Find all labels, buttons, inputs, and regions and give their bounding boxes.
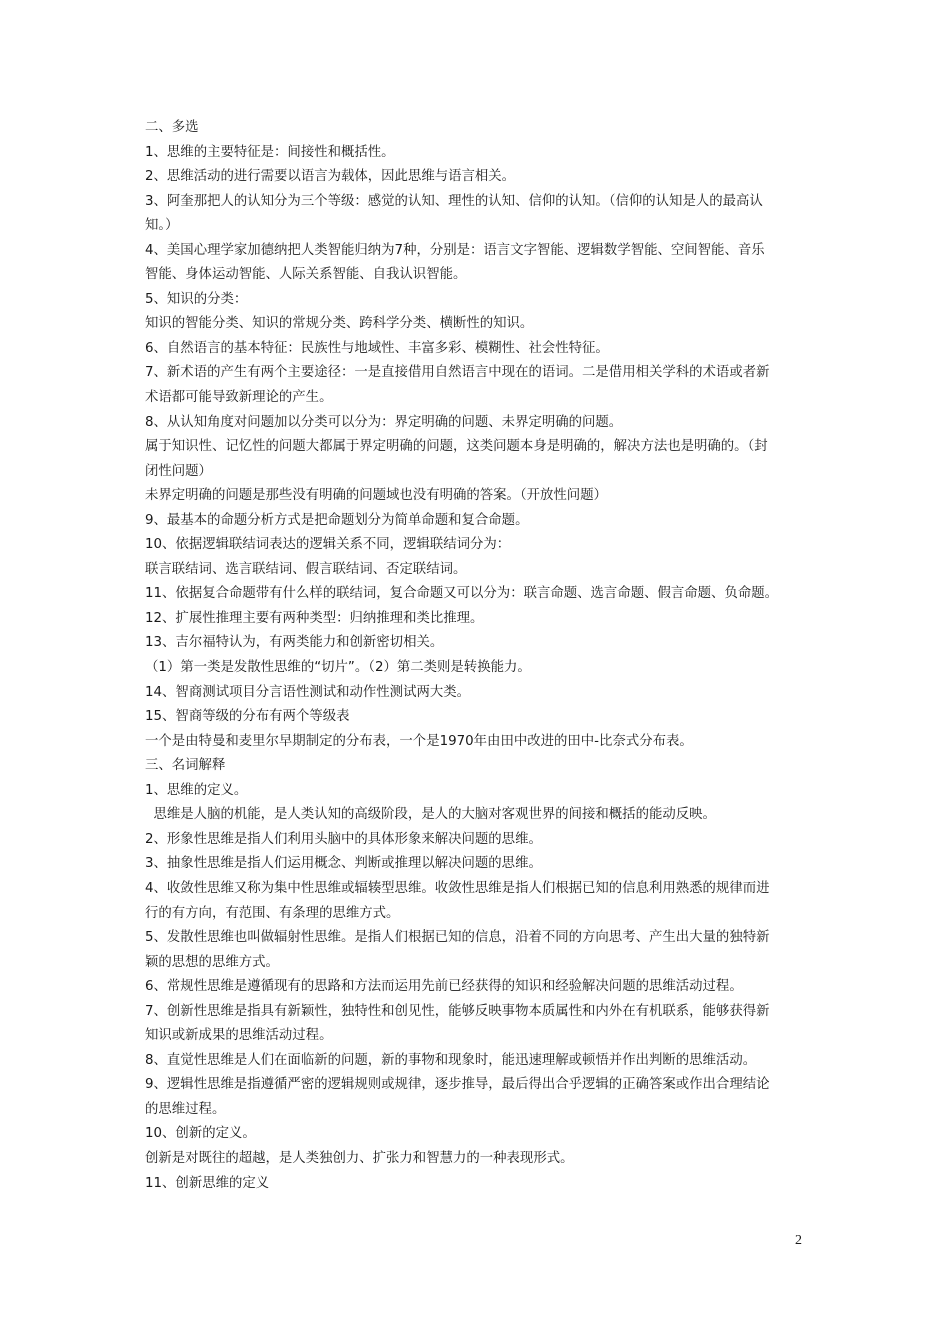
text-line: 3、阿奎那把人的认知分为三个等级：感觉的认知、理性的认知、信仰的认知。（信仰的认知是人的最高认	[145, 193, 763, 209]
text-line: 思维是人脑的机能，是人类认知的高级阶段，是人的大脑对客观世界的间接和概括的能动反映。	[145, 807, 716, 823]
text-line: 5、知识的分类：	[145, 291, 248, 307]
text-line: 联言联结词、选言联结词、假言联结词、否定联结词。	[145, 561, 467, 577]
text-line: 7、新术语的产生有两个主要途径：一是直接借用自然语言中现在的语词。二是借用相关学科的术语或者新	[145, 365, 770, 381]
text-line: 二、多选	[145, 120, 199, 135]
page-number: 2	[795, 1233, 802, 1248]
text-line: 一个是由特曼和麦里尔早期制定的分布表，一个是1970年由田中改进的田中-比奈式分布表。	[145, 733, 693, 749]
text-line: 11、依据复合命题带有什么样的联结词，复合命题又可以分为：联言命题、选言命题、假言命题、负命题。	[145, 586, 779, 602]
text-line: 13、吉尔福特认为，有两类能力和创新密切相关。	[145, 635, 444, 651]
text-line: 颖的思想的思维方式。	[145, 954, 279, 970]
text-line: 三、名词解释	[145, 758, 226, 774]
text-line: 4、美国心理学家加德纳把人类智能归纳为7种，分别是：语言文字智能、逻辑数学智能、空间智能、音乐	[145, 242, 765, 258]
text-line: 5、发散性思维也叫做辐射性思维。是指人们根据已知的信息，沿着不同的方向思考、产生出大量的独特新	[145, 930, 770, 946]
text-line: 的思维过程。	[145, 1101, 226, 1117]
text-line: 14、智商测试项目分言语性测试和动作性测试两大类。	[145, 684, 471, 700]
text-line: 术语都可能导致新理论的产生。	[145, 390, 333, 406]
text-line: 4、收敛性思维又称为集中性思维或辐辏型思维。收敛性思维是指人们根据已知的信息利用熟悉的规律而进	[145, 880, 770, 896]
text-line: 2、思维活动的进行需要以语言为载体，因此思维与语言相关。	[145, 169, 516, 185]
text-line: 未界定明确的问题是那些没有明确的问题域也没有明确的答案。（开放性问题）	[145, 488, 607, 504]
text-line: 8、从认知角度对问题加以分类可以分为：界定明确的问题、未界定明确的问题。	[145, 414, 623, 430]
text-line: 12、扩展性推理主要有两种类型：归纳推理和类比推理。	[145, 610, 484, 626]
text-line: 知识的智能分类、知识的常规分类、跨科学分类、横断性的知识。	[145, 316, 534, 332]
text-line: 9、逻辑性思维是指遵循严密的逻辑规则或规律，逐步推导，最后得出合乎逻辑的正确答案或作出合理结论	[145, 1077, 770, 1093]
text-line: 1、思维的定义。	[145, 782, 248, 798]
text-line: 10、创新的定义。	[145, 1126, 256, 1142]
text-line: 15、智商等级的分布有两个等级表	[145, 709, 350, 725]
text-line: 6、常规性思维是遵循现有的思路和方法而运用先前已经获得的知识和经验解决问题的思维活动过程。	[145, 979, 743, 995]
text-line: （1）第一类是发散性思维的“切片”。（2）第二类则是转换能力。	[145, 660, 531, 676]
text-line: 3、抽象性思维是指人们运用概念、判断或推理以解决问题的思维。	[145, 856, 542, 872]
text-line: 11、创新思维的定义	[145, 1175, 270, 1191]
text-line: 2、形象性思维是指人们利用头脑中的具体形象来解决问题的思维。	[145, 831, 542, 847]
document-body	[145, 116, 813, 1196]
text-line: 知识或新成果的思维活动过程。	[145, 1028, 333, 1044]
text-line: 6、自然语言的基本特征：民族性与地域性、丰富多彩、模糊性、社会性特征。	[145, 340, 609, 356]
text-line: 智能、身体运动智能、人际关系智能、自我认识智能。	[145, 267, 467, 283]
text-line: 9、最基本的命题分析方式是把命题划分为简单命题和复合命题。	[145, 512, 529, 528]
text-line: 10、依据逻辑联结词表达的逻辑关系不同，逻辑联结词分为：	[145, 537, 511, 553]
text-line: 创新是对既往的超越，是人类独创力、扩张力和智慧力的一种表现形式。	[145, 1150, 574, 1166]
text-line: 行的有方向，有范围、有条理的思维方式。	[145, 905, 400, 921]
text-line: 属于知识性、记忆性的问题大都属于界定明确的问题，这类问题本身是明确的，解决方法也是明确的。（封	[145, 439, 768, 455]
text-line: 1、思维的主要特征是：间接性和概括性。	[145, 144, 395, 160]
text-line: 7、创新性思维是指具有新颖性，独特性和创见性，能够反映事物本质属性和内外在有机联系，能够获得新	[145, 1003, 770, 1019]
text-line: 闭性问题）	[145, 463, 212, 479]
text-line: 知。）	[145, 218, 179, 234]
text-line: 8、直觉性思维是人们在面临新的问题，新的事物和现象时，能迅速理解或顿悟并作出判断的思维活动。	[145, 1052, 757, 1068]
